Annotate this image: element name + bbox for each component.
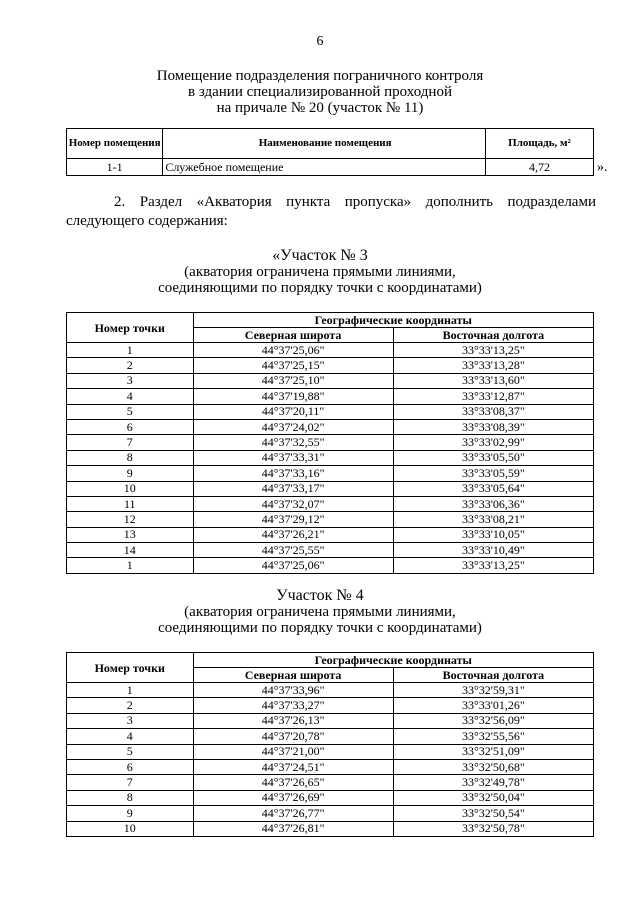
point-number: 8 xyxy=(67,450,194,465)
latitude: 44°37'26,13" xyxy=(193,713,393,728)
longitude: 33°33'12,87" xyxy=(393,389,593,404)
point-number: 4 xyxy=(67,389,194,404)
longitude: 33°33'05,50" xyxy=(393,450,593,465)
longitude: 33°33'01,26" xyxy=(393,698,593,713)
header-geo-coordinates: Географические координаты xyxy=(193,313,594,328)
header-latitude: Северная широта xyxy=(193,328,393,343)
latitude: 44°37'26,21" xyxy=(193,527,393,542)
section4-coordinates-table xyxy=(66,652,594,837)
point-number: 9 xyxy=(67,466,194,481)
point-number: 4 xyxy=(67,729,194,744)
latitude: 44°37'29,12" xyxy=(193,512,393,527)
table-row xyxy=(67,343,594,358)
point-number: 7 xyxy=(67,775,194,790)
table-row xyxy=(67,419,594,434)
latitude: 44°37'21,00" xyxy=(193,744,393,759)
longitude: 33°33'05,59" xyxy=(393,466,593,481)
latitude: 44°37'32,55" xyxy=(193,435,393,450)
title-line: соединяющими по порядку точки с координатами) xyxy=(158,280,482,296)
point-number: 3 xyxy=(67,373,194,388)
title-line: (акватория ограничена прямыми линиями, xyxy=(184,604,456,620)
table-row xyxy=(67,713,594,728)
latitude: 44°37'26,65" xyxy=(193,775,393,790)
longitude: 33°33'10,05" xyxy=(393,527,593,542)
point-number: 9 xyxy=(67,806,194,821)
latitude: 44°37'20,11" xyxy=(193,404,393,419)
table-row xyxy=(67,790,594,805)
header-point-number: Номер точки xyxy=(67,313,194,343)
point-number: 11 xyxy=(67,496,194,511)
point-number: 6 xyxy=(67,759,194,774)
latitude: 44°37'26,81" xyxy=(193,821,393,836)
point-number: 14 xyxy=(67,543,194,558)
longitude: 33°33'08,21" xyxy=(393,512,593,527)
latitude: 44°37'33,31" xyxy=(193,450,393,465)
latitude: 44°37'19,88" xyxy=(193,389,393,404)
table-row xyxy=(67,512,594,527)
latitude: 44°37'25,10" xyxy=(193,373,393,388)
point-number: 7 xyxy=(67,435,194,450)
latitude: 44°37'25,06" xyxy=(193,558,393,573)
longitude: 33°32'56,09" xyxy=(393,713,593,728)
room-name: Служебное помещение xyxy=(163,159,486,176)
longitude: 33°32'50,54" xyxy=(393,806,593,821)
longitude: 33°32'49,78" xyxy=(393,775,593,790)
longitude: 33°33'06,36" xyxy=(393,496,593,511)
point-number: 10 xyxy=(67,481,194,496)
premises-table xyxy=(66,128,594,176)
point-number: 2 xyxy=(67,698,194,713)
table-row xyxy=(67,558,594,573)
amendment-paragraph: 2. Раздел «Акватория пункта пропуска» дополнить подразделами следующего содержания: xyxy=(66,194,596,229)
table-row xyxy=(67,759,594,774)
latitude: 44°37'24,02" xyxy=(193,419,393,434)
header-area: Площадь, м² xyxy=(485,129,593,159)
latitude: 44°37'32,07" xyxy=(193,496,393,511)
longitude: 33°32'51,09" xyxy=(393,744,593,759)
table-row xyxy=(67,683,594,698)
table-row xyxy=(67,389,594,404)
point-number: 12 xyxy=(67,512,194,527)
point-number: 5 xyxy=(67,404,194,419)
header-longitude: Восточная долгота xyxy=(393,668,593,683)
title-line: (акватория ограничена прямыми линиями, xyxy=(184,264,456,280)
table-row xyxy=(67,744,594,759)
longitude: 33°33'05,64" xyxy=(393,481,593,496)
section3-title xyxy=(0,248,640,296)
title-line: Участок № 4 xyxy=(276,587,364,604)
longitude: 33°33'13,25" xyxy=(393,558,593,573)
longitude: 33°33'13,25" xyxy=(393,343,593,358)
header-room-name: Наименование помещения xyxy=(163,129,486,159)
table-row xyxy=(67,358,594,373)
table-row xyxy=(67,543,594,558)
table-row xyxy=(67,806,594,821)
point-number: 6 xyxy=(67,419,194,434)
latitude: 44°37'33,16" xyxy=(193,466,393,481)
header-geo-coordinates: Географические координаты xyxy=(193,653,594,668)
point-number: 2 xyxy=(67,358,194,373)
premises-title xyxy=(0,68,640,116)
table-row xyxy=(67,450,594,465)
title-line: в здании специализированной проходной xyxy=(188,84,452,100)
point-number: 3 xyxy=(67,713,194,728)
title-line: «Участок № 3 xyxy=(272,247,368,264)
title-line: на причале № 20 (участок № 11) xyxy=(216,100,424,116)
latitude: 44°37'24,51" xyxy=(193,759,393,774)
page-number: 6 xyxy=(316,34,324,49)
table-row xyxy=(67,729,594,744)
longitude: 33°33'10,49" xyxy=(393,543,593,558)
header-longitude: Восточная долгота xyxy=(393,328,593,343)
longitude: 33°33'08,39" xyxy=(393,419,593,434)
latitude: 44°37'26,77" xyxy=(193,806,393,821)
latitude: 44°37'25,15" xyxy=(193,358,393,373)
title-line: соединяющими по порядку точки с координатами) xyxy=(158,620,482,636)
longitude: 33°33'02,99" xyxy=(393,435,593,450)
point-number: 5 xyxy=(67,744,194,759)
section4-title xyxy=(0,588,640,636)
longitude: 33°32'50,78" xyxy=(393,821,593,836)
table-row xyxy=(67,159,594,176)
table-row xyxy=(67,404,594,419)
point-number: 10 xyxy=(67,821,194,836)
latitude: 44°37'33,17" xyxy=(193,481,393,496)
longitude: 33°33'13,60" xyxy=(393,373,593,388)
latitude: 44°37'25,06" xyxy=(193,343,393,358)
latitude: 44°37'25,55" xyxy=(193,543,393,558)
point-number: 1 xyxy=(67,558,194,573)
section3-coordinates-table xyxy=(66,312,594,574)
header-room-number: Номер помещения xyxy=(67,129,163,159)
point-number: 1 xyxy=(67,683,194,698)
title-line: Помещение подразделения пограничного контроля xyxy=(156,68,484,84)
longitude: 33°32'55,56" xyxy=(393,729,593,744)
room-number: 1-1 xyxy=(67,159,163,176)
closing-quote: ». xyxy=(597,160,608,175)
longitude: 33°33'13,28" xyxy=(393,358,593,373)
longitude: 33°32'50,04" xyxy=(393,790,593,805)
point-number: 13 xyxy=(67,527,194,542)
latitude: 44°37'33,27" xyxy=(193,698,393,713)
longitude: 33°33'08,37" xyxy=(393,404,593,419)
table-row xyxy=(67,466,594,481)
latitude: 44°37'33,96" xyxy=(193,683,393,698)
point-number: 8 xyxy=(67,790,194,805)
point-number: 1 xyxy=(67,343,194,358)
longitude: 33°32'50,68" xyxy=(393,759,593,774)
table-row xyxy=(67,775,594,790)
room-area: 4,72 xyxy=(485,159,593,176)
header-latitude: Северная широта xyxy=(193,668,393,683)
table-row xyxy=(67,527,594,542)
table-row xyxy=(67,435,594,450)
table-row xyxy=(67,373,594,388)
latitude: 44°37'26,69" xyxy=(193,790,393,805)
header-point-number: Номер точки xyxy=(67,653,194,683)
latitude: 44°37'20,78" xyxy=(193,729,393,744)
table-row xyxy=(67,698,594,713)
table-row xyxy=(67,821,594,836)
longitude: 33°32'59,31" xyxy=(393,683,593,698)
table-row xyxy=(67,481,594,496)
table-row xyxy=(67,496,594,511)
